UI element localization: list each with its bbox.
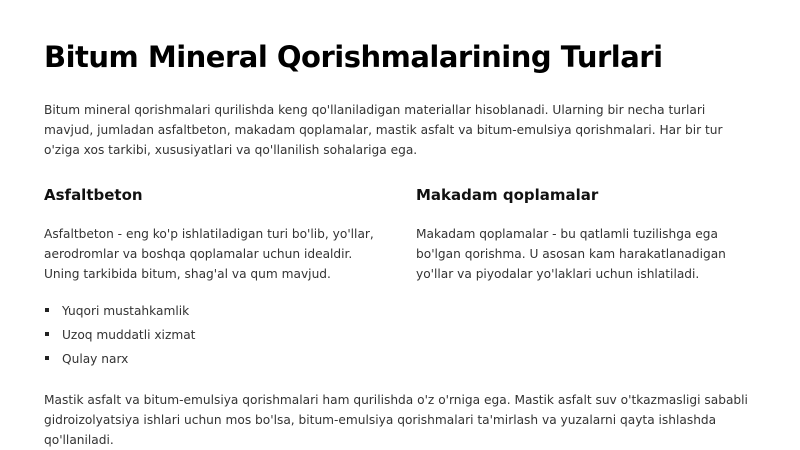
page-title: Bitum Mineral Qorishmalarining Turlari: [44, 40, 663, 74]
asfaltbeton-description: Asfaltbeton - eng ko'p ishlatiladigan turi bo'lib, yo'llar, aerodromlar va boshqa qoplamalar uchun idealdir. Uning tarkibida bitum, shag'al va qum mavjud.: [44, 227, 374, 281]
two-column-section: [44, 184, 756, 373]
closing-paragraph: Mastik asfalt va bitum-emulsiya qorishmalari ham qurilishda o'z o'rniga ega. Mastik asfalt suv o'tkazmasligi sababli gidroizolyatsiya ishlari uchun mos bo'lsa, bitum-emulsiya qorishmalari ta'mirlash va yuzalarni qayta ishlashda qo'llaniladi.: [44, 393, 748, 447]
list-item: [44, 349, 374, 373]
bullet-icon: [45, 356, 49, 360]
feature-label: Yuqori mustahkamlik: [62, 304, 190, 318]
makadam-description: Makadam qoplamalar - bu qatlamli tuzilishga ega bo'lgan qorishma. U asosan kam harakatlanadigan yo'llar va piyodalar yo'laklari uchun ishlatiladi.: [416, 227, 726, 281]
bullet-icon: [45, 308, 49, 312]
asfaltbeton-heading: Asfaltbeton: [44, 186, 143, 204]
feature-list: [44, 301, 374, 373]
list-item: [44, 301, 374, 325]
makadam-heading: Makadam qoplamalar: [416, 186, 599, 204]
list-item: [44, 325, 374, 349]
intro-paragraph: Bitum mineral qorishmalari qurilishda keng qo'llaniladigan materiallar hisoblanadi. Ularning bir necha turlari mavjud, jumladan asfaltbeton, makadam qoplamalar, mastik asfalt va bitum-emulsiya qorishmalari. Har bir tur o'ziga xos tarkibi, xususiyatlari va qo'llanilish sohalariga ega.: [44, 103, 723, 157]
feature-label: Qulay narx: [62, 352, 129, 366]
asfaltbeton-column: [44, 184, 374, 373]
bullet-icon: [45, 332, 49, 336]
makadam-column: [416, 184, 756, 373]
feature-label: Uzoq muddatli xizmat: [62, 328, 196, 342]
